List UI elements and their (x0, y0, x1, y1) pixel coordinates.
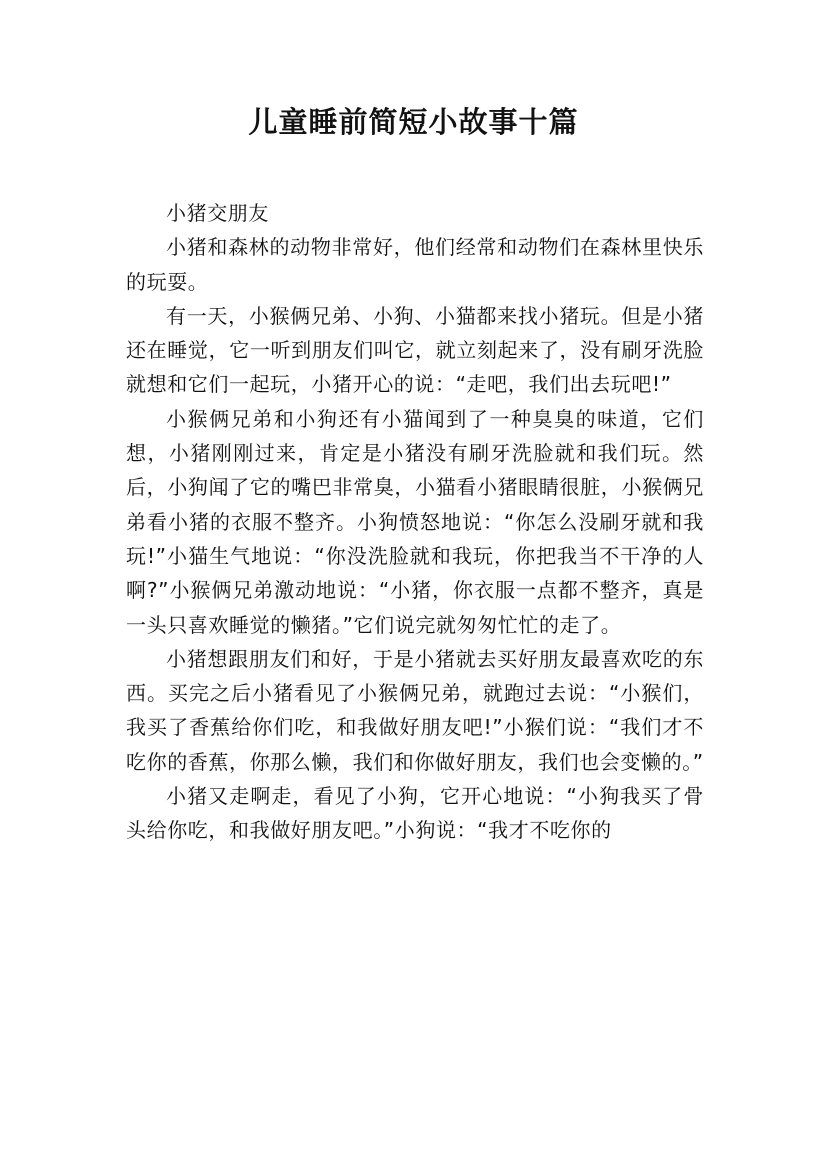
paragraph: 小猪想跟朋友们和好，于是小猪就去买好朋友最喜欢吃的东西。买完之后小猪看见了小猴俩兄弟，就跑过去说：“小猴们，我买了香蕉给你们吃，和我做好朋友吧!”小猴们说：“我们才不吃你的香蕉，你那么懒，我们和你做好朋友，我们也会变懒的。” (126, 646, 704, 774)
document-title: 儿童睡前简短小故事十篇 (248, 105, 579, 139)
paragraph: 小猪又走啊走，看见了小狗，它开心地说：“小狗我买了骨头给你吃，和我做好朋友吧。”小狗说：“我才不吃你的 (126, 784, 704, 843)
paragraph: 小猪和森林的动物非常好，他们经常和动物们在森林里快乐的玩耍。 (126, 235, 704, 294)
section-heading: 小猪交朋友 (166, 201, 269, 225)
paragraph: 有一天，小猴俩兄弟、小狗、小猫都来找小猪玩。但是小猪还在睡觉，它一听到朋友们叫它，就立刻起来了，没有刷牙洗脸就想和它们一起玩，小猪开心的说：“走吧，我们出去玩吧!” (126, 303, 704, 397)
document-body (126, 196, 704, 848)
paragraph: 小猴俩兄弟和小狗还有小猫闻到了一种臭臭的味道，它们想，小猪刚刚过来，肯定是小猪没有刷牙洗脸就和我们玩。然后，小狗闻了它的嘴巴非常臭，小猫看小猪眼睛很脏，小猴俩兄弟看小猪的衣服不整齐。小狗愤怒地说：“你怎么没刷牙就和我玩!”小猫生气地说：“你没洗脸就和我玩，你把我当不干净的人啊?”小猴俩兄弟激动地说：“小猪，你衣服一点都不整齐，真是一头只喜欢睡觉的懒猪。”它们说完就匆匆忙忙的走了。 (126, 406, 704, 637)
